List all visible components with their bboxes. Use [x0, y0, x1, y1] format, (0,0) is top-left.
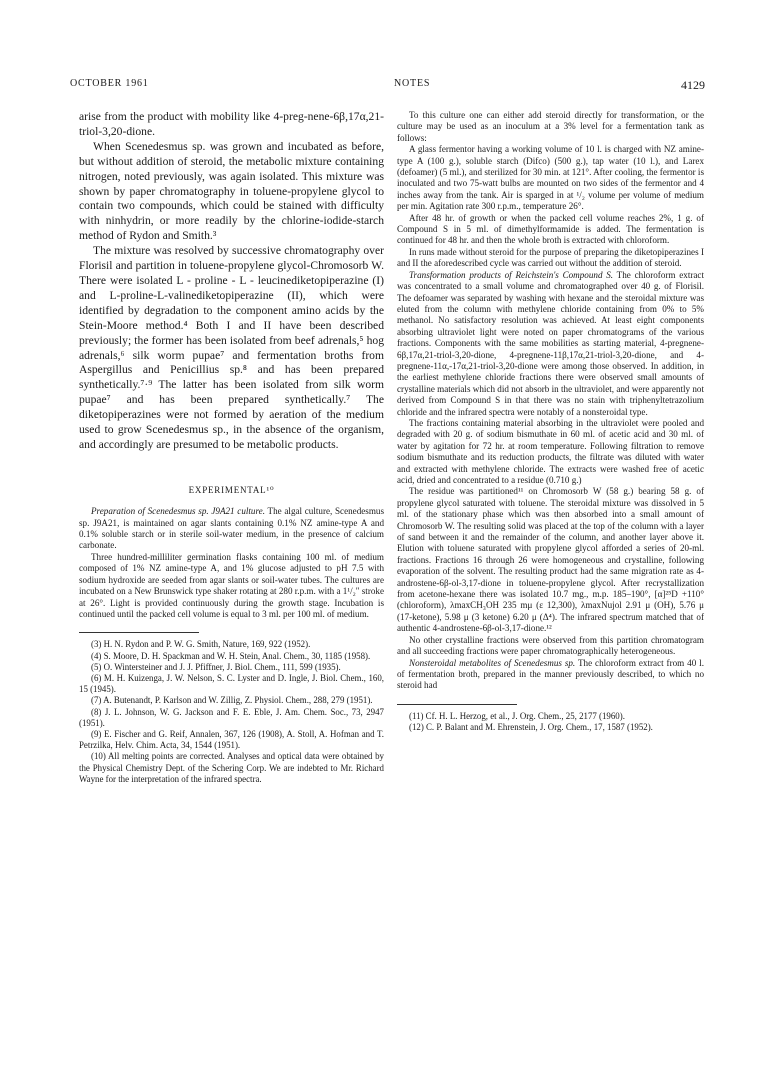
running-header [70, 78, 705, 94]
paragraph: The residue was partitioned¹¹ on Chromosorb W (58 g.) bearing 58 g. of propylene glycol saturated with toluene. The steroidal mixture was dissolved in 5 ml. of the stationary phase which was then absorbed into a small amount of Chromosorb W. The resulting solid was placed at the top of the column with a layer of sand between it and the remainder of the column, and another layer above it. Elution with toluene saturated with propylene glycol afforded a series of 20-ml. fractions. Fractions 16 through 26 were homogeneous and crystalline, following evaporation of the solvent. The resulting product had the same migration rate as 4-androstene-6β-ol-3,17-dione in toluene-propylene glycol. After recrystallization from acetone-hexane there was isolated 10.7 mg., m.p. 185–190°, [α]²⁵D +110° (chloroform), λmaxCH₃OH 235 mμ (ε 12,300), λmaxNujol 2.91 μ (OH), 5.76 μ (17-ketone), 5.98 μ (3 ketone) 6.20 μ (Δ⁴). The infrared spectrum matched that of authentic 4-androstene-6β-ol-3,17-dione.¹² [397, 486, 704, 634]
footnote-divider [79, 632, 199, 633]
paragraph: In runs made without steroid for the purpose of preparing the diketopiperazines I and II the aforedescribed cycle was carried out without the addition of steroid. [397, 246, 704, 269]
footnote: (7) A. Butenandt, P. Karlson and W. Zillig, Z. Physiol. Chem., 288, 279 (1951). [91, 695, 373, 706]
subsection-title: Preparation of Scenedesmus sp. J9A21 culture. [91, 506, 265, 517]
paragraph-text: The algal culture, Scenedesmus sp. J9A21, is maintained on agar slants containing 0.1% NZ amine-type A and 0.1% soluble starch or in sterile soil-water medium, in the presence of calcium carbonate. [79, 506, 384, 551]
footnote: (11) Cf. H. L. Herzog, et al., J. Org. Chem., 25, 2177 (1960). [409, 710, 625, 721]
footnote: (3) H. N. Rydon and P. W. G. Smith, Nature, 169, 922 (1952). [91, 639, 311, 650]
left-column [79, 110, 384, 785]
header-section: NOTES [394, 78, 431, 89]
paragraph: Three hundred-milliliter germination flasks containing 100 ml. of medium composed of 1% NZ amine-type A, and 1% glucose adjusted to pH 7.5 with sodium hydroxide are seeded from agar slants or soil-water tubes. The cultures are incubated on a New Brunswick type shaker rotating at 280 r.p.m. with a 1¹/₂" stroke at 26°. Light is provided continuously during the growth stage. Incubation is continued until the packed cell volume is equal to 3 ml. per 100 ml. of medium. [79, 551, 384, 619]
paragraph-text: The chloroform extract from 40 l. of fermentation broth, prepared in the manner previously described, to which no steroid had [397, 657, 704, 691]
footnote: (4) S. Moore, D. H. Spackman and W. H. Stein, Anal. Chem., 30, 1185 (1958). [91, 650, 371, 661]
paragraph-text: The chloroform extract was concentrated to a small volume and chromatographed over 40 g. of Florisil. The defoamer was separated by washing with hexane and the steroidal mixture was eluted from the column with methylene chloride containing from 0% to 5% methanol. No satisfactory resolution was achieved. At least eight components absorbing ultraviolet light were noted on paper chromatograms of the various fractions. Components with the same mobilities as starting material, 4-pregnene-6β,17α,21-triol-3,20-dione, 4-pregnene-11β,17α,21-triol-3,20-dione, and 4-pregnene-11α,-17α,21-triol-3,20-dione were among those observed. In addition, in the earliest methylene chloride fractions there were observed small amounts of crystalline materials which did not absorb in the ultraviolet, and were apparently not derived from Compound S in that there was no stain with triphenyltetrazolium chloride and the infrared spectra were notably of a nonsteroidal type. [397, 269, 704, 417]
paragraph [79, 506, 384, 552]
footnote-divider [397, 704, 517, 705]
subsection-title: Nonsteroidal metabolites of Scenedesmus sp. [409, 657, 576, 668]
footnote: (9) E. Fischer and G. Reif, Annalen, 367, 126 (1908), A. Stoll, A. Hofman and T. Petrzilka, Helv. Chim. Acta, 34, 1544 (1951). [79, 728, 384, 751]
paragraph: To this culture one can either add steroid directly for transformation, or the culture may be used as an inoculum at a 3% level for a fermentation tank as follows: [397, 110, 704, 143]
footnote: (8) J. L. Johnson, W. G. Jackson and F. E. Eble, J. Am. Chem. Soc., 73, 2947 (1951). [79, 706, 384, 728]
footnote: (5) O. Wintersteiner and J. J. Pfiffner, J. Biol. Chem., 111, 599 (1935). [91, 661, 341, 672]
header-date: OCTOBER 1961 [70, 78, 149, 89]
footnotes [79, 639, 384, 785]
footnote: (10) All melting points are corrected. Analyses and optical data were obtained by the Physical Chemistry Dept. of the Schering Corp. We are indebted to Mr. Richard Wayne for the interpretation of the infrared spectra. [79, 751, 384, 784]
right-column [397, 110, 704, 733]
paragraph: After 48 hr. of growth or when the packed cell volume reaches 2%, 1 g. of Compound S in 5 ml. of dimethylformamide is added. The fermentation is continued for 48 hr. and then the whole broth is extracted with chloroform. [397, 212, 704, 246]
paragraph: A glass fermentor having a working volume of 10 l. is charged with NZ amine-type A (100 g.), soluble starch (Difco) (500 g.), tap water (10 l.), and Larex (defoamer) (5 ml.), and sterilized for 30 min. at 121°. After cooling, the fermentor is inoculated and two 75-watt bulbs are mounted on two sides of the fermentor and 4 inches away from the tank. Air is sparged in at ¹/₂ volume per volume of medium per min. Agitation rate 300 r.p.m., temperature 26°. [397, 144, 704, 212]
page-number: 4129 [681, 78, 705, 92]
section-heading-experimental: EXPERIMENTAL¹⁰ [188, 484, 275, 495]
subsection-title: Transformation products of Reichstein's Compound S. [409, 269, 614, 280]
footnote: (6) M. H. Kuizenga, J. W. Nelson, S. C. Lyster and D. Ingle, J. Biol. Chem., 160, 15 (1945). [79, 672, 384, 695]
footnote: (12) C. P. Balant and M. Ehrenstein, J. Org. Chem., 17, 1587 (1952). [409, 721, 653, 732]
footnotes [397, 711, 704, 733]
paragraph: The fractions containing material absorbing in the ultraviolet were pooled and degraded with 20 g. of sodium bismuthate in 60 ml. of acetic acid and 30 ml. of water by agitation for 72 hr. at room temperature. Following filtration to remove sodium bismuthate and its reduction products, the filtrate was diluted with water and extracted with methylene chloride. The extracts were washed free of acetic acid, dried and concentrated to a residue (0.710 g.) [397, 417, 704, 485]
paragraph: arise from the product with mobility like 4-preg-nene-6β,17α,21-triol-3,20-dione. [79, 110, 384, 138]
paragraph [397, 270, 704, 418]
paragraph: No other crystalline fractions were observed from this partition chromatogram and all succeeding fractions were paper chromatographically heterogeneous. [397, 634, 704, 657]
paragraph: The mixture was resolved by successive chromatography over Florisil and partition in toluene-propylene glycol-Chromosorb W. There were isolated L - proline - L - leucinediketopiperazine (I) and L-proline-L-valinediketopiperazine (II), which were identified by degradation to the component amino acids by the Stein-Moore method.⁴ Both I and II have been described previously; the former has been isolated from beef adrenals,⁵ hog adrenals,⁶ silk worm pupae⁷ and fermentation broths from Aspergillus and Penicillius sp.⁸ and has been prepared synthetically.⁷·⁹ The latter has been isolated from silk worm pupae⁷ and has been prepared synthetically.⁷ The diketopiperazines were not formed by aeration of the medium used to grow Scenedesmus sp., in the absence of the organism, and accordingly are presumed to be metabolic products. [79, 244, 384, 451]
paragraph [397, 658, 704, 692]
paragraph: When Scenedesmus sp. was grown and incubated as before, but without addition of steroid, the metabolic mixture containing nitrogen, noted previously, was again isolated. This mixture was shown by paper chromatography in toluene-propylene glycol to contain two compounds, which could be stained with difficulty with ninhydrin, or more readily by the chlorine-iodide-starch method of Rydon and Smith.³ [79, 139, 384, 243]
